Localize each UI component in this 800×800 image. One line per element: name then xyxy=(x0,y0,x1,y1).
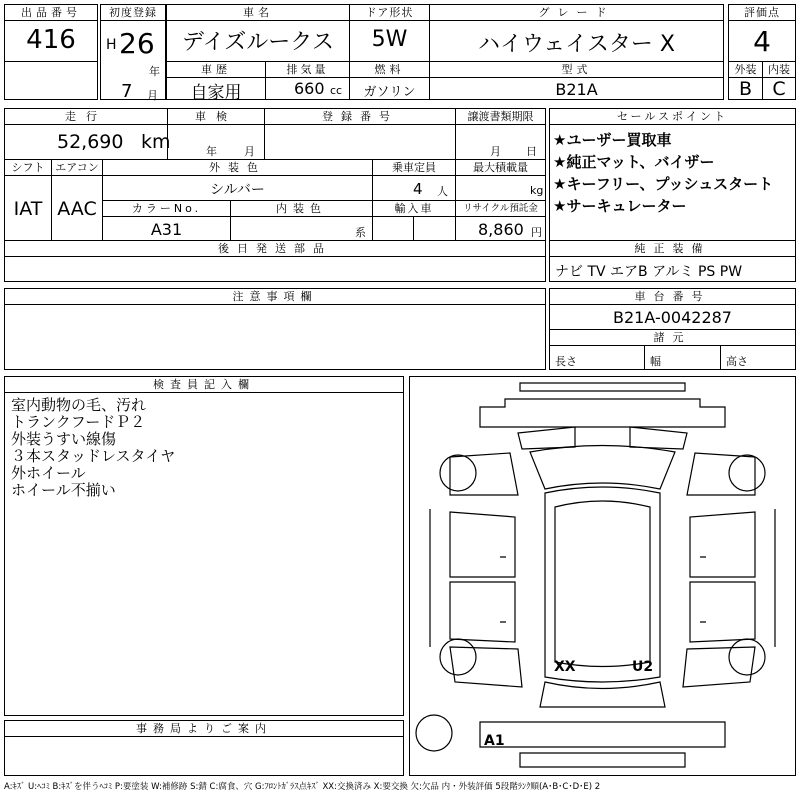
inspector-line-6: ホイール不揃い xyxy=(11,481,116,499)
grade-box xyxy=(429,4,724,62)
inspector-line-1: 室内動物の毛、汚れ xyxy=(11,396,147,414)
reg-number-label: 登録番号 xyxy=(265,109,455,125)
color-no-label: カラーNo. xyxy=(103,201,230,217)
registration-month-unit: 月 xyxy=(147,89,158,102)
ext-grade-box xyxy=(728,61,763,100)
model-code-value: B21A xyxy=(555,80,598,99)
inspector-line-5: 外ホイール xyxy=(11,464,86,482)
office-box xyxy=(4,720,404,776)
color-no-value: A31 xyxy=(150,220,183,239)
diagram-mark-u2: U2 xyxy=(632,659,654,675)
sales-point-2: ★純正マット、バイザー xyxy=(553,153,715,171)
lot-number: 416 xyxy=(26,25,76,55)
mileage-value: 52,690 xyxy=(57,131,124,153)
shift-box xyxy=(4,159,52,241)
transfer-label: 譲渡書類期限 xyxy=(456,109,545,125)
dimensions-height: 高さ xyxy=(726,355,748,368)
genuine-box xyxy=(549,240,796,282)
registration-month: 7 xyxy=(121,81,133,102)
grade-value: ハイウェイスター X xyxy=(478,32,675,57)
after-parts-label: 後日発送部品 xyxy=(5,241,545,257)
mileage-label: 走行 xyxy=(5,109,167,125)
fuel-label: 燃料 xyxy=(350,62,429,78)
recycle-label: リサイクル預託金 xyxy=(456,201,545,217)
sales-point-3: ★キーフリー、プッシュスタート xyxy=(553,175,774,193)
chassis-box xyxy=(549,288,796,330)
ext-color-label: 外装色 xyxy=(103,160,372,176)
inspector-label: 検査員記入欄 xyxy=(5,377,403,393)
recycle-value: 8,860 xyxy=(478,220,524,239)
aircon-label: エアコン xyxy=(52,160,102,176)
doors-value: 5W xyxy=(371,27,408,52)
int-color-box xyxy=(230,200,373,241)
score-box xyxy=(728,4,796,62)
capacity-unit: 人 xyxy=(437,185,448,198)
int-color-unit: 系 xyxy=(355,226,366,239)
mileage-box xyxy=(4,108,171,160)
color-no-box xyxy=(102,200,231,241)
registration-year: 26 xyxy=(119,27,155,60)
history-value: 自家用 xyxy=(190,83,242,103)
chassis-label: 車台番号 xyxy=(550,289,795,305)
displacement-unit: cc xyxy=(330,84,343,97)
import-label: 輸入車 xyxy=(373,201,455,217)
capacity-label: 乗車定員 xyxy=(373,160,455,176)
car-diagram xyxy=(410,377,795,775)
displacement-box xyxy=(265,61,350,100)
fuel-value: ガソリン xyxy=(363,85,416,100)
dimensions-label: 諸元 xyxy=(550,330,795,346)
inspector-line-3: 外装うすい線傷 xyxy=(11,430,117,448)
registration-box xyxy=(100,4,166,100)
chassis-value: B21A-0042287 xyxy=(613,308,732,327)
dimensions-length: 長さ xyxy=(555,355,577,368)
transfer-day-unit: 日 xyxy=(526,145,537,158)
ext-color-box xyxy=(102,159,373,201)
capacity-box xyxy=(372,159,456,201)
recycle-box xyxy=(455,200,546,241)
dimensions-box xyxy=(549,329,796,370)
caution-label: 注意事項欄 xyxy=(5,289,545,305)
shift-label: シフト xyxy=(5,160,51,176)
mileage-unit: km xyxy=(141,131,171,153)
registration-year-unit: 年 xyxy=(149,65,160,78)
import-box xyxy=(372,200,456,241)
shift-value: IAT xyxy=(13,198,43,220)
lot-box xyxy=(4,4,98,100)
max-load-unit: kg xyxy=(530,184,544,197)
reg-number-box xyxy=(264,108,456,160)
grade-label: グレード xyxy=(430,5,723,21)
car-name-label: 車名 xyxy=(167,5,349,21)
car-name-box xyxy=(166,4,350,62)
fuel-box xyxy=(349,61,430,100)
diagram-mark-xx: XX xyxy=(554,659,576,675)
max-load-box xyxy=(455,159,546,201)
displacement-value: 660 xyxy=(294,79,325,98)
ext-grade-value: B xyxy=(738,78,753,100)
dimensions-width: 幅 xyxy=(650,355,661,368)
transfer-box xyxy=(455,108,546,160)
genuine-value: ナビ TV エアB アルミ PS PW xyxy=(555,264,743,280)
sales-point-4: ★サーキュレーター xyxy=(553,197,687,215)
legend-text: A:ｷｽﾞ U:ﾍｺﾐ B:ｷｽﾞを伴うﾍｺﾐ P:要塗装 W:補修跡 S:錆 C:腐食、穴 G:ﾌﾛﾝﾄｶﾞﾗｽ点ｷｽﾞ XX:交換済み X:要交換 欠:欠品 内・外装評価 5段階ﾗﾝｸ順(A･B･C･D･E) 2 xyxy=(4,782,601,792)
inspection-month-unit: 月 xyxy=(244,145,255,158)
max-load-label: 最大積載量 xyxy=(456,160,545,176)
office-label: 事務局よりご案内 xyxy=(5,721,403,737)
doors-label: ドア形状 xyxy=(350,5,429,21)
int-grade-value: C xyxy=(772,78,786,100)
score-value: 4 xyxy=(753,25,771,58)
inspection-label: 車検 xyxy=(168,109,264,125)
displacement-label: 排気量 xyxy=(266,62,349,78)
sales-points-box xyxy=(549,108,796,241)
model-code-box xyxy=(429,61,724,100)
after-parts-box xyxy=(4,240,546,282)
capacity-value: 4 xyxy=(413,180,423,198)
history-box xyxy=(166,61,266,103)
inspector-box xyxy=(4,376,404,716)
ext-color-value: シルバー xyxy=(210,182,265,198)
genuine-label: 純正装備 xyxy=(550,241,795,257)
car-name-value: デイズルークス xyxy=(181,30,335,55)
lot-label: 出品番号 xyxy=(5,5,97,21)
score-label: 評価点 xyxy=(729,5,795,21)
registration-era: H xyxy=(106,37,117,53)
recycle-unit: 円 xyxy=(531,226,542,239)
inspector-line-4: ３本スタッドレスタイヤ xyxy=(11,447,176,465)
inspection-box xyxy=(167,108,265,160)
history-label: 車歴 xyxy=(167,62,265,78)
sales-points-label: セールスポイント xyxy=(550,109,795,125)
ext-grade-label: 外装 xyxy=(729,62,762,78)
registration-label: 初度登録 xyxy=(101,5,165,21)
doors-box xyxy=(349,4,430,62)
model-code-label: 型式 xyxy=(430,62,723,78)
inspection-year-unit: 年 xyxy=(206,145,217,158)
int-color-label: 内装色 xyxy=(231,201,372,217)
inspector-line-2: トランクフードＰ２ xyxy=(11,413,146,431)
diagram-mark-a1: A1 xyxy=(484,733,505,749)
aircon-box xyxy=(51,159,103,241)
int-grade-label: 内装 xyxy=(763,62,795,78)
car-diagram-box xyxy=(409,376,796,776)
caution-box xyxy=(4,288,546,370)
sales-point-1: ★ユーザー買取車 xyxy=(553,131,672,149)
int-grade-box xyxy=(762,61,796,100)
aircon-value: AAC xyxy=(57,198,97,220)
transfer-month-unit: 月 xyxy=(490,145,501,158)
